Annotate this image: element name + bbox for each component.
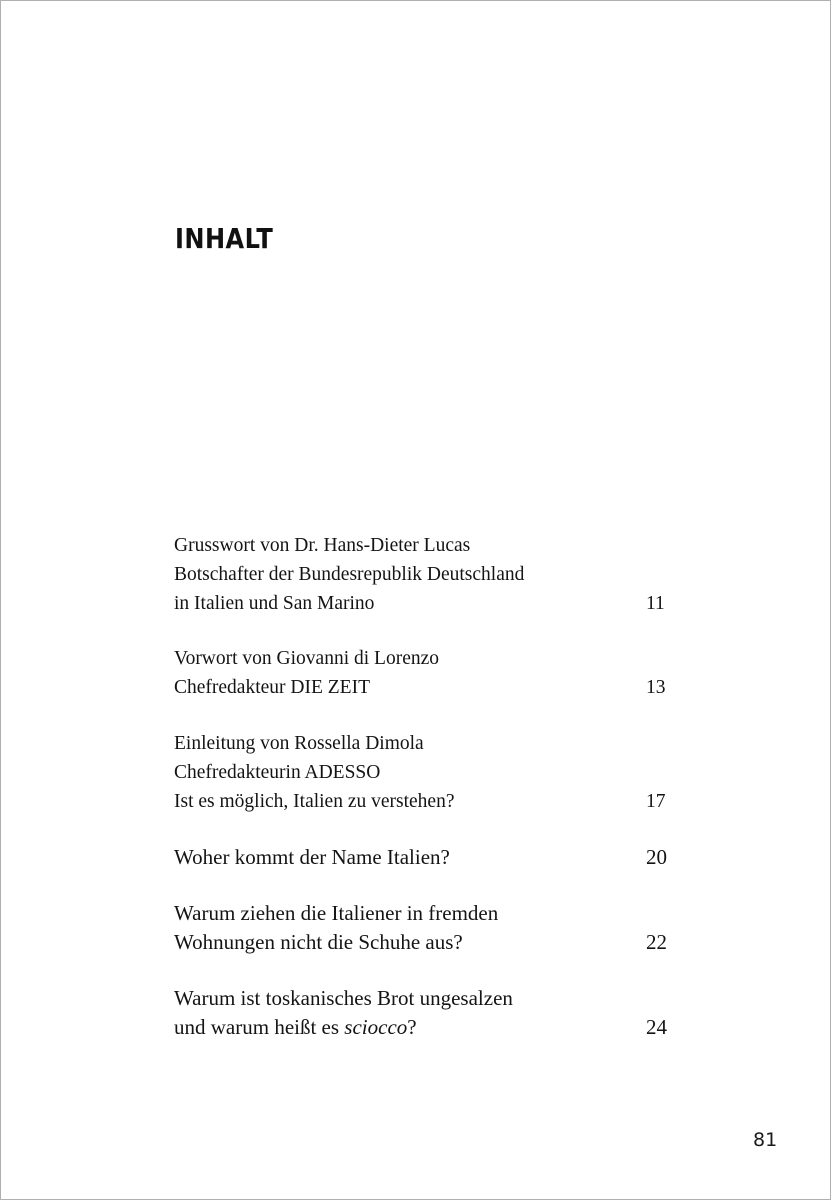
toc-entry-title [174,899,634,957]
toc-entry-title [174,984,634,1042]
page-title: INHALT [175,221,274,255]
toc-entry-line: Grusswort von Dr. Hans-Dieter Lucas [174,535,471,556]
toc-entry-title [174,843,634,872]
toc-entry-title [174,532,634,618]
toc-entry[interactable] [174,899,684,957]
toc-entry-line: Ist es möglich, Italien zu verstehen? [174,790,455,812]
toc-page-number: 11 [646,592,665,614]
toc-entry-line: Vorwort von Giovanni di Lorenzo [174,648,440,670]
toc-entry-title [174,645,634,703]
toc-entry[interactable] [174,532,684,618]
toc-page-number: 13 [646,677,666,699]
toc-entry-line: Chefredakteur DIE ZEIT [174,677,370,699]
toc-entry-line: Warum ist toskanisches Brot ungesalzen [174,986,513,1011]
toc-entry-title [174,730,634,816]
toc-entry-line: Woher kommt der Name Italien? [174,845,450,870]
toc-entry-line: Warum ziehen die Italiener in fremden [174,901,499,926]
page-folio-number: 81 [753,1129,778,1151]
toc-entry-line: Botschafter der Bundesrepublik Deutschland [174,563,525,585]
toc-entry-line: in Italien und San Marino [174,592,375,614]
table-of-contents [174,532,684,1042]
toc-entry[interactable] [174,984,684,1042]
toc-entry-line: und warum heißt es sciocco? [174,1015,417,1040]
toc-entry-line: Wohnungen nicht die Schuhe aus? [174,930,463,955]
toc-page-number: 20 [646,845,667,870]
toc-entry[interactable] [174,730,684,816]
toc-page-number: 17 [646,790,666,812]
toc-entry[interactable] [174,843,684,872]
toc-page-number: 24 [646,1015,667,1040]
toc-entry-line: Chefredakteurin ADESSO [174,761,381,783]
toc-entry[interactable] [174,645,684,703]
toc-page-number: 22 [646,930,667,955]
toc-entry-line: Einleitung von Rossella Dimola [174,732,424,754]
